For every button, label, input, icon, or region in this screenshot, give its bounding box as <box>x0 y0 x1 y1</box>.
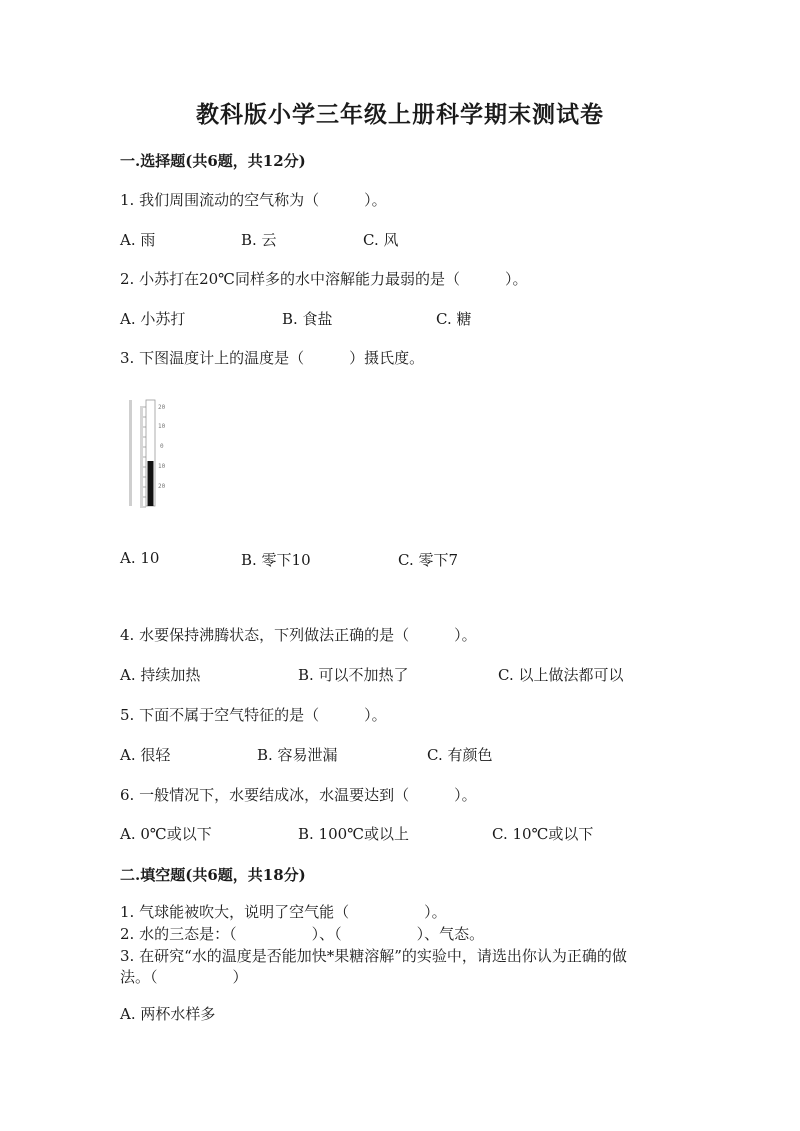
thermometer-label: 20 <box>158 404 166 411</box>
question-6: 6. 一般情况下，水要结成冰，水温要达到（ ）。 <box>120 786 477 804</box>
question-5-option-a: A. 很轻 <box>120 746 171 764</box>
fill-question-3-line-1: 3. 在研究“水的温度是否能加快*果糖溶解”的实验中，请选出你认为正确的做 <box>120 947 627 965</box>
thermometer-label: 10 <box>158 423 166 430</box>
fill-question-2: 2. 水的三态是：（ ）、（ ）、气态。 <box>120 925 485 943</box>
question-4-option-b: B. 可以不加热了 <box>298 666 409 684</box>
thermometer-label: 20 <box>158 483 166 490</box>
question-6-option-b: B. 100℃或以上 <box>298 825 409 843</box>
question-1: 1. 我们周围流动的空气称为（ ）。 <box>120 191 387 209</box>
thermometer-label: 0 <box>160 443 164 450</box>
section-heading-choice: 一.选择题(共6题，共12分) <box>120 152 306 170</box>
question-4-option-a: A. 持续加热 <box>120 666 201 684</box>
question-2-option-a: A. 小苏打 <box>120 310 186 328</box>
thermometer-label: 10 <box>158 463 166 470</box>
thermometer-ticks <box>140 407 146 507</box>
question-1-option-c: C. 风 <box>363 231 399 249</box>
question-5-option-c: C. 有颜色 <box>427 746 493 764</box>
section-heading-fill-blank: 二.填空题(共6题，共18分) <box>120 866 306 884</box>
question-3-option-b: B. 零下10 <box>241 551 311 569</box>
thermometer-liquid <box>148 461 154 506</box>
question-1-option-b: B. 云 <box>241 231 277 249</box>
question-6-option-c: C. 10℃或以下 <box>492 825 594 843</box>
question-3-option-a: A. 10 <box>120 549 160 567</box>
question-5-option-b: B. 容易泄漏 <box>257 746 338 764</box>
question-4-option-c: C. 以上做法都可以 <box>498 666 624 684</box>
question-5: 5. 下面不属于空气特征的是（ ）。 <box>120 706 387 724</box>
page-title: 教科版小学三年级上册科学期末测试卷 <box>196 101 604 128</box>
question-2-option-b: B. 食盐 <box>282 310 333 328</box>
question-2: 2. 小苏打在20℃同样多的水中溶解能力最弱的是（ ）。 <box>120 270 528 288</box>
question-2-option-c: C. 糖 <box>436 310 472 328</box>
question-4: 4. 水要保持沸腾状态，下列做法正确的是（ ）。 <box>120 626 477 644</box>
fill-question-1: 1. 气球能被吹大，说明了空气能（ ）。 <box>120 903 447 921</box>
thermometer-glass-left <box>129 400 132 506</box>
question-3-option-c: C. 零下7 <box>398 551 459 569</box>
fill-question-3-line-2: 法。（ ） <box>120 968 248 986</box>
question-6-option-a: A. 0℃或以下 <box>120 825 212 843</box>
fill-question-3-option-a: A. 两杯水样多 <box>120 1005 216 1023</box>
thermometer-figure <box>126 398 178 510</box>
question-3: 3. 下图温度计上的温度是（ ）摄氏度。 <box>120 349 425 367</box>
question-1-option-a: A. 雨 <box>120 231 156 249</box>
